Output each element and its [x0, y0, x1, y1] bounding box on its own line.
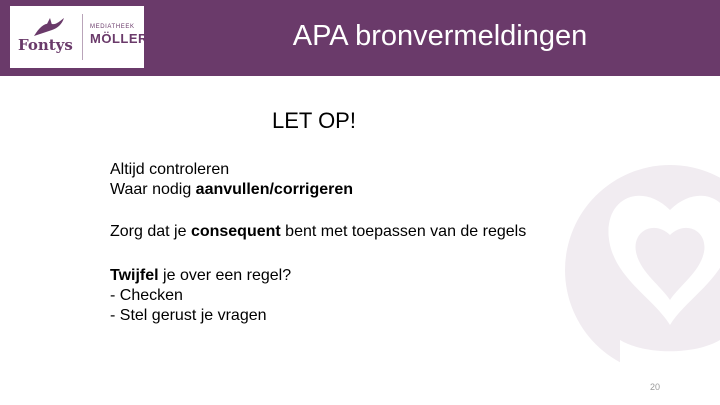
- bold-run: Twijfel: [110, 267, 159, 284]
- logo-divider: [82, 14, 83, 60]
- slide-title: APA bronvermeldingen: [292, 20, 588, 52]
- content-line: - Checken: [110, 287, 183, 304]
- fontys-logo: [16, 16, 82, 58]
- text-run: Waar nodig: [110, 181, 196, 198]
- spacer: [110, 200, 630, 222]
- mediatheek-moller-logo: [90, 24, 148, 46]
- content-line: [110, 266, 630, 286]
- moller-label: MÖLLER: [90, 31, 148, 46]
- bold-run: consequent: [190, 223, 281, 240]
- fontys-wordmark: Fontys: [18, 36, 73, 54]
- logo-box: [10, 6, 148, 68]
- text-run: Zorg dat je: [110, 223, 191, 240]
- bold-run: aanvullen/corrigeren: [195, 181, 354, 198]
- slide-subtitle: LET OP!: [272, 108, 356, 133]
- content-line: [110, 180, 630, 200]
- header-bar: [0, 0, 720, 76]
- spacer: [110, 242, 630, 266]
- slide-content: [110, 160, 630, 326]
- text-run: je over een regel?: [158, 267, 292, 284]
- mediatheek-label: MEDIATHEEK: [90, 24, 135, 30]
- content-line: - Stel gerust je vragen: [110, 307, 267, 324]
- text-run: bent met toepassen van de regels: [280, 223, 527, 240]
- fontys-bird-icon: [32, 16, 66, 38]
- content-line: Altijd controleren: [110, 161, 230, 178]
- page-number: 20: [650, 382, 661, 392]
- content-line: [110, 222, 630, 242]
